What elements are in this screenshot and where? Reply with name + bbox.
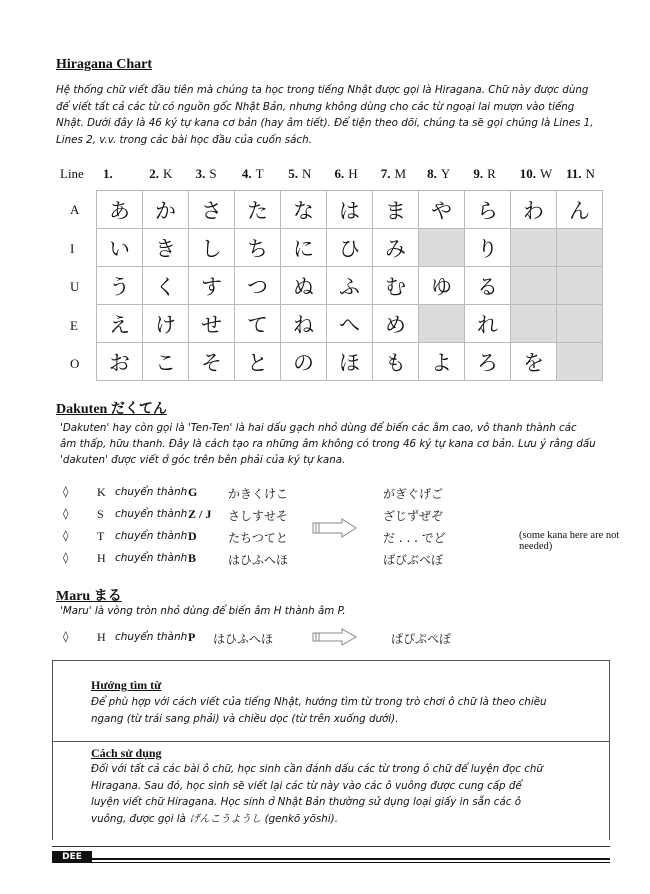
kana-cell: へ	[327, 305, 373, 343]
footer-rule	[92, 862, 610, 863]
box-title: Hướng tìm từ	[91, 678, 162, 692]
column-header	[196, 166, 217, 182]
kana-cell: ら	[465, 191, 511, 229]
empty-cell	[557, 343, 603, 381]
kana-cell: ね	[281, 305, 327, 343]
footer-badge: DEE	[52, 851, 92, 863]
kana-cell: や	[419, 191, 465, 229]
bullet-icon: ◊	[63, 485, 69, 498]
kana-cell: に	[281, 229, 327, 267]
kana-cell: し	[189, 229, 235, 267]
dakuten-desc-line: âm thấp, hữu thanh. Đây là cách tạo ra những âm không có trong 46 ký tự kana cơ bản. Lưu ý rằng dấu	[60, 438, 596, 450]
column-number: 1.	[103, 166, 113, 181]
row-label: A	[70, 202, 80, 217]
bullet-icon: ◊	[63, 507, 69, 520]
column-header	[520, 166, 553, 182]
dakuten-from: H	[97, 551, 106, 565]
kana-cell: あ	[97, 191, 143, 229]
kana-cell: た	[235, 191, 281, 229]
column-letter: S	[209, 166, 217, 181]
dakuten-to: B	[188, 551, 197, 565]
dakuten-dst: だ . . . でど	[383, 531, 446, 545]
kana-cell: ほ	[327, 343, 373, 381]
box-line: luyện viết chữ Hiragana. Học sinh ở Nhật Bản thường sử dụng loại giấy in sẵn các ô	[91, 796, 522, 808]
kana-cell: な	[281, 191, 327, 229]
box-line: Đối với tất cả các bài ô chữ, học sinh cần đánh dấu các từ trong ô chữ để luyện đọc chữ	[91, 763, 543, 775]
dakuten-from: S	[97, 507, 104, 521]
line-label: Line	[60, 166, 84, 181]
kana-cell: き	[143, 229, 189, 267]
column-header	[381, 166, 406, 182]
kana-cell: ふ	[327, 267, 373, 305]
kana-cell: め	[373, 305, 419, 343]
box-text	[91, 694, 547, 728]
column-header	[335, 166, 358, 182]
kana-cell: け	[143, 305, 189, 343]
dakuten-title: Dakuten だくてん	[56, 402, 167, 417]
column-number: 5.	[288, 166, 298, 181]
column-letter: T	[255, 166, 264, 181]
column-number: 9.	[473, 166, 484, 181]
kana-cell: ん	[557, 191, 603, 229]
usage-box	[52, 740, 610, 840]
kana-cell: よ	[419, 343, 465, 381]
row-label: U	[70, 279, 80, 294]
column-header	[242, 166, 264, 182]
column-letter: N	[301, 166, 312, 181]
maru-desc: 'Maru' là vòng tròn nhỏ dùng để biến âm H thành âm P.	[60, 605, 346, 617]
footer-rule	[52, 846, 610, 847]
column-number: 7.	[380, 166, 391, 181]
dakuten-to: Z / J	[188, 507, 212, 521]
column-letter: N	[585, 166, 595, 181]
kana-cell: も	[373, 343, 419, 381]
column-number: 11.	[566, 166, 582, 181]
kana-cell: さ	[189, 191, 235, 229]
empty-cell	[511, 267, 557, 305]
column-header	[149, 166, 172, 182]
dakuten-from: T	[97, 529, 105, 543]
kana-cell: む	[373, 267, 419, 305]
column-header	[473, 166, 495, 182]
footer-rule	[92, 858, 610, 860]
table-row	[97, 305, 603, 343]
column-letter: K	[163, 166, 173, 181]
dakuten-desc-line: 'Dakuten' hay còn gọi là 'Ten-Ten' là hai dấu gạch nhỏ dùng để biến các âm cao, vô thanh thành các	[60, 422, 577, 434]
box-line: Hiragana. Sau đó, học sinh sẽ viết lại các từ này vào các ô vuông được cung cấp để	[91, 779, 522, 792]
kana-cell: と	[235, 343, 281, 381]
kana-cell: れ	[465, 305, 511, 343]
dakuten-to: D	[188, 529, 197, 543]
intro-paragraph	[56, 82, 626, 148]
column-header	[288, 166, 311, 182]
bullet-icon: ◊	[63, 630, 69, 643]
kana-cell: せ	[189, 305, 235, 343]
dakuten-src: かきくけこ	[228, 487, 289, 501]
column-letter: Y	[440, 166, 451, 181]
page-title: Hiragana Chart	[56, 57, 153, 72]
box-line: ngang (từ trái sang phải) và chiều dọc (từ trên xuống dưới).	[91, 713, 399, 725]
maru-title: Maru まる	[56, 589, 122, 604]
dakuten-src: たちつてと	[228, 531, 288, 545]
kana-cell: か	[143, 191, 189, 229]
arrow-right-icon	[312, 628, 358, 646]
kana-cell: え	[97, 305, 143, 343]
kana-cell: ひ	[327, 229, 373, 267]
empty-cell	[557, 267, 603, 305]
table-row	[97, 343, 603, 381]
column-number: 6.	[334, 166, 345, 181]
table-row	[97, 229, 603, 267]
dakuten-dst: がぎぐげご	[383, 487, 444, 501]
kana-cell: ぬ	[281, 267, 327, 305]
column-number: 8.	[427, 166, 437, 181]
dakuten-to: G	[188, 485, 198, 499]
dakuten-dst: ばびぶべぼ	[383, 553, 444, 567]
column-letter: W	[539, 166, 553, 181]
hiragana-table	[96, 190, 603, 381]
direction-box	[52, 660, 610, 742]
row-label: E	[70, 317, 78, 333]
kana-cell: て	[235, 305, 281, 343]
dakuten-desc	[60, 420, 630, 468]
intro-line: Nhật. Dưới đây là 46 ký tự kana cơ bản (hay âm tiết). Để tiện theo dõi, chúng ta sẽ gọi chúng là Lines 1,	[56, 117, 594, 129]
kana-cell: ま	[373, 191, 419, 229]
dakuten-verb: chuyển thành	[115, 508, 188, 520]
kana-cell: り	[465, 229, 511, 267]
kana-cell: る	[465, 267, 511, 305]
empty-cell	[511, 229, 557, 267]
kana-cell: う	[97, 267, 143, 305]
dakuten-verb: chuyển thành	[115, 552, 188, 564]
intro-line: để viết tất cả các từ có nguồn gốc Nhật Bản, nhưng không dùng cho các từ ngoại lai mượn vào tiếng	[56, 100, 575, 113]
row-label: O	[70, 356, 80, 371]
table-row	[97, 267, 603, 305]
box-title: Cách sử dụng	[91, 746, 162, 760]
column-header	[103, 166, 117, 182]
column-letter: R	[487, 166, 496, 181]
column-letter: M	[394, 166, 407, 181]
kana-cell: そ	[189, 343, 235, 381]
arrow-right-icon	[312, 518, 358, 538]
column-number: 10.	[519, 166, 536, 181]
column-letter: H	[348, 166, 358, 181]
kana-cell: の	[281, 343, 327, 381]
kana-cell: は	[327, 191, 373, 229]
maru-to: P	[188, 630, 196, 644]
empty-cell	[557, 229, 603, 267]
column-header	[566, 166, 595, 182]
maru-verb: chuyển thành	[115, 631, 188, 643]
dakuten-note: (some kana here are not needed)	[519, 530, 620, 552]
box-text	[91, 761, 543, 827]
table-row	[97, 191, 603, 229]
empty-cell	[557, 305, 603, 343]
maru-src: はひふへほ	[213, 632, 274, 646]
dakuten-row	[63, 551, 623, 571]
dakuten-src: さしすせそ	[228, 509, 289, 523]
bullet-icon: ◊	[63, 529, 69, 542]
row-label: I	[70, 240, 75, 256]
intro-line: Hệ thống chữ viết đầu tiên mà chúng ta học trong tiếng Nhật được gọi là Hiragana. Chữ này được dùng	[56, 84, 589, 96]
kana-cell: わ	[511, 191, 557, 229]
dakuten-row	[63, 485, 623, 505]
kana-cell: ろ	[465, 343, 511, 381]
kana-cell: お	[97, 343, 143, 381]
intro-line: Lines 2, v.v. trong các bài học đầu của cuốn sách.	[56, 133, 312, 146]
dakuten-from: K	[97, 485, 106, 499]
dakuten-desc-line: 'dakuten' được viết ở góc trên bên phải của ký tự kana.	[60, 454, 346, 466]
kana-cell: ゆ	[419, 267, 465, 305]
box-line: vuông, được gọi là げんこうようし (genkō yōshi).	[91, 812, 338, 825]
dakuten-verb: chuyển thành	[115, 486, 188, 498]
dakuten-src: はひふへほ	[228, 553, 289, 567]
bullet-icon: ◊	[63, 551, 69, 564]
kana-cell: つ	[235, 267, 281, 305]
empty-cell	[419, 229, 465, 267]
column-number: 2.	[149, 166, 160, 181]
column-header	[427, 166, 450, 182]
kana-cell: み	[373, 229, 419, 267]
column-number: 4.	[241, 166, 252, 181]
empty-cell	[419, 305, 465, 343]
kana-cell: ち	[235, 229, 281, 267]
maru-from: H	[97, 630, 106, 644]
box-line: Để phù hợp với cách viết của tiếng Nhật, hướng tìm từ trong trò chơi ô chữ là theo chiều	[91, 696, 547, 708]
kana-cell: を	[511, 343, 557, 381]
kana-cell: こ	[143, 343, 189, 381]
empty-cell	[511, 305, 557, 343]
maru-dst: ぱぴぷぺぽ	[391, 632, 452, 646]
column-number: 3.	[195, 166, 206, 181]
dakuten-verb: chuyển thành	[115, 530, 188, 542]
kana-cell: す	[189, 267, 235, 305]
kana-cell: い	[97, 229, 143, 267]
dakuten-dst: ざじずぜぞ	[383, 509, 444, 523]
kana-cell: く	[143, 267, 189, 305]
